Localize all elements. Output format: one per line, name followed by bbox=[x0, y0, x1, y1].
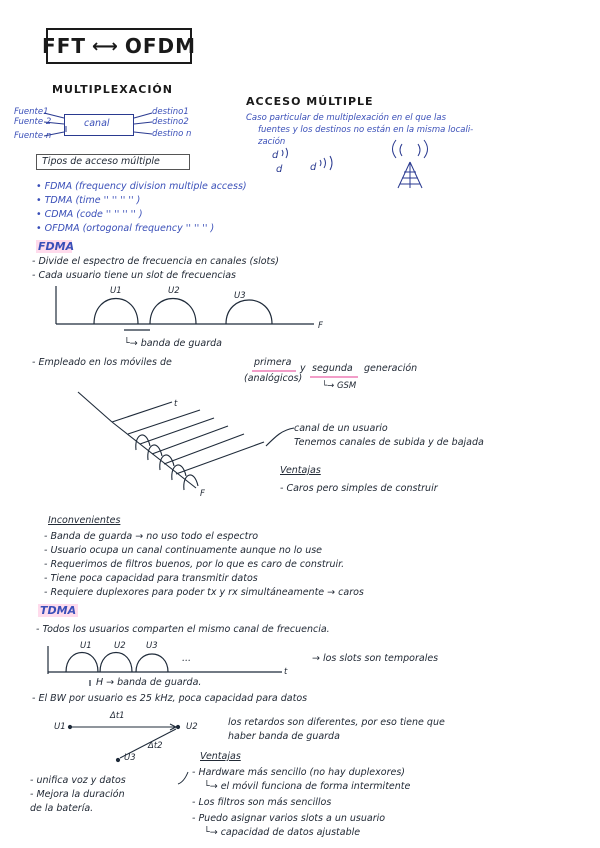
fdma-3d-axis-t: t bbox=[174, 399, 178, 409]
destino-n: destino n bbox=[152, 129, 192, 139]
destino-2: destino2 bbox=[152, 117, 189, 127]
svg-text:d: d bbox=[310, 162, 317, 173]
fdma-inconv-4: - Tiene poca capacidad para transmitir datos bbox=[44, 573, 258, 584]
tdma-left-note-3: de la batería. bbox=[30, 803, 94, 814]
tipos-heading: Tipos de acceso múltiple bbox=[42, 156, 160, 167]
tdma-dots: ... bbox=[182, 653, 192, 664]
tdma-ventajas-3: - Los filtros son más sencillos bbox=[192, 797, 332, 808]
tdma-ventajas-heading: Ventajas bbox=[200, 751, 241, 762]
fdma-banda-guarda: └→ banda de guarda bbox=[124, 338, 222, 349]
fdma-analogicos: (analógicos) bbox=[244, 373, 303, 384]
tdma-node-u1: U1 bbox=[54, 722, 66, 732]
fdma-u1: U1 bbox=[110, 286, 122, 296]
tdma-dt2: Δt2 bbox=[148, 741, 163, 751]
acceso-heading: ACCESO MÚLTIPLE bbox=[246, 95, 374, 108]
tdma-bw: - El BW por usuario es 25 kHz, poca capacidad para datos bbox=[32, 693, 308, 704]
tdma-ventajas-5: └→ capacidad de datos ajustable bbox=[204, 827, 361, 838]
fdma-inconv-5: - Requiere duplexores para poder tx y rx simultáneamente → caros bbox=[44, 587, 364, 598]
fdma-canal-usuario: canal de un usuario bbox=[294, 423, 388, 434]
acceso-desc-3: zación bbox=[258, 137, 286, 147]
fdma-line-2: - Cada usuario tiene un slot de frecuencias bbox=[32, 270, 236, 281]
arrow-both-icon: ⟷ bbox=[92, 35, 119, 57]
tdma-users-triangle bbox=[68, 724, 179, 762]
fdma-inconv-1: - Banda de guarda → no uso todo el espectro bbox=[44, 531, 259, 542]
tdma-u3: U3 bbox=[146, 641, 158, 651]
fdma-ventajas-1: - Caros pero simples de construir bbox=[280, 483, 438, 494]
fdma-3d-sketch bbox=[78, 392, 294, 490]
tipos-item-1: • FDMA (frequency division multiple access) bbox=[36, 181, 247, 192]
tdma-banda: H → banda de guarda. bbox=[96, 677, 202, 688]
fdma-inconv-3: - Requerimos de filtros buenos, por lo que es caro de construir. bbox=[44, 559, 345, 570]
antenna-icon bbox=[393, 140, 428, 188]
fdma-ventajas-heading: Ventajas bbox=[280, 465, 321, 476]
fdma-heading: FDMA bbox=[38, 240, 75, 253]
multiplex-arrows bbox=[44, 113, 152, 136]
fdma-tenemos: Tenemos canales de subida y de bajada bbox=[294, 437, 484, 448]
fuente-1: Fuente1 bbox=[14, 107, 49, 117]
canal-label: canal bbox=[84, 118, 110, 129]
tdma-time-sketch bbox=[48, 646, 282, 686]
fdma-u3: U3 bbox=[234, 291, 246, 301]
fdma-spectrum-sketch bbox=[56, 286, 314, 330]
tdma-slots: → los slots son temporales bbox=[312, 653, 439, 664]
acceso-desc-2: fuentes y los destinos no están en la misma locali- bbox=[258, 125, 474, 135]
tdma-axis-t: t bbox=[284, 667, 288, 677]
tdma-dt1: Δt1 bbox=[110, 711, 125, 721]
tdma-left-note-2: - Mejora la duración bbox=[30, 789, 125, 800]
tdma-node-u3: U3 bbox=[124, 753, 136, 763]
tdma-node-u2: U2 bbox=[186, 722, 198, 732]
svg-text:d: d bbox=[276, 164, 283, 175]
tipos-item-3: • CDMA (code '' '' '' '' ) bbox=[36, 209, 143, 220]
fdma-axis-f: F bbox=[318, 321, 323, 331]
tdma-ventajas-4: - Puedo asignar varios slots a un usuario bbox=[192, 813, 386, 824]
tdma-line: - Todos los usuarios comparten el mismo canal de frecuencia. bbox=[36, 624, 330, 635]
multiplexacion-heading: MULTIPLEXACIÓN bbox=[52, 83, 173, 96]
tipos-item-4: • OFDMA (ortogonal frequency '' '' '' ) bbox=[36, 223, 215, 234]
fdma-inconv-2: - Usuario ocupa un canal continuamente aunque no lo use bbox=[44, 545, 323, 556]
fuente-n: Fuente n bbox=[14, 131, 52, 141]
fdma-moviles: - Empleado en los móviles de bbox=[32, 357, 172, 368]
fdma-3d-axis-f: F bbox=[200, 489, 205, 499]
fdma-segunda: segunda bbox=[312, 363, 353, 374]
tdma-retardos-2: haber banda de guarda bbox=[228, 731, 340, 742]
fdma-y: y bbox=[300, 363, 306, 374]
users-sketch bbox=[272, 148, 332, 175]
tdma-u2: U2 bbox=[114, 641, 126, 651]
svg-text:d: d bbox=[272, 150, 279, 161]
tdma-heading: TDMA bbox=[40, 604, 77, 617]
fdma-primera: primera bbox=[254, 357, 292, 368]
fdma-u2: U2 bbox=[168, 286, 180, 296]
tipos-item-2: • TDMA (time '' '' '' '' ) bbox=[36, 195, 141, 206]
title-ofdm: OFDM bbox=[124, 34, 196, 58]
destino-1: destino1 bbox=[152, 107, 189, 117]
tdma-ventajas-1: - Hardware más sencillo (no hay duplexores) bbox=[192, 767, 405, 778]
tdma-u1: U1 bbox=[80, 641, 92, 651]
title-fft: FFT bbox=[42, 34, 86, 58]
tdma-left-note-1: - unifica voz y datos bbox=[30, 775, 126, 786]
tdma-ventajas-2: └→ el móvil funciona de forma intermitente bbox=[204, 781, 411, 792]
tdma-retardos-1: los retardos son diferentes, por eso tiene que bbox=[228, 717, 445, 728]
ventajas-brace bbox=[178, 772, 188, 784]
fuente-2: Fuente 2 bbox=[14, 117, 52, 127]
fdma-gsm: └→ GSM bbox=[322, 381, 357, 391]
acceso-desc-1: Caso particular de multiplexación en el que las bbox=[246, 113, 447, 123]
fdma-inconv-heading: Inconvenientes bbox=[48, 515, 121, 526]
fdma-line-1: - Divide el espectro de frecuencia en canales (slots) bbox=[32, 256, 279, 267]
fdma-generacion: generación bbox=[364, 363, 418, 374]
